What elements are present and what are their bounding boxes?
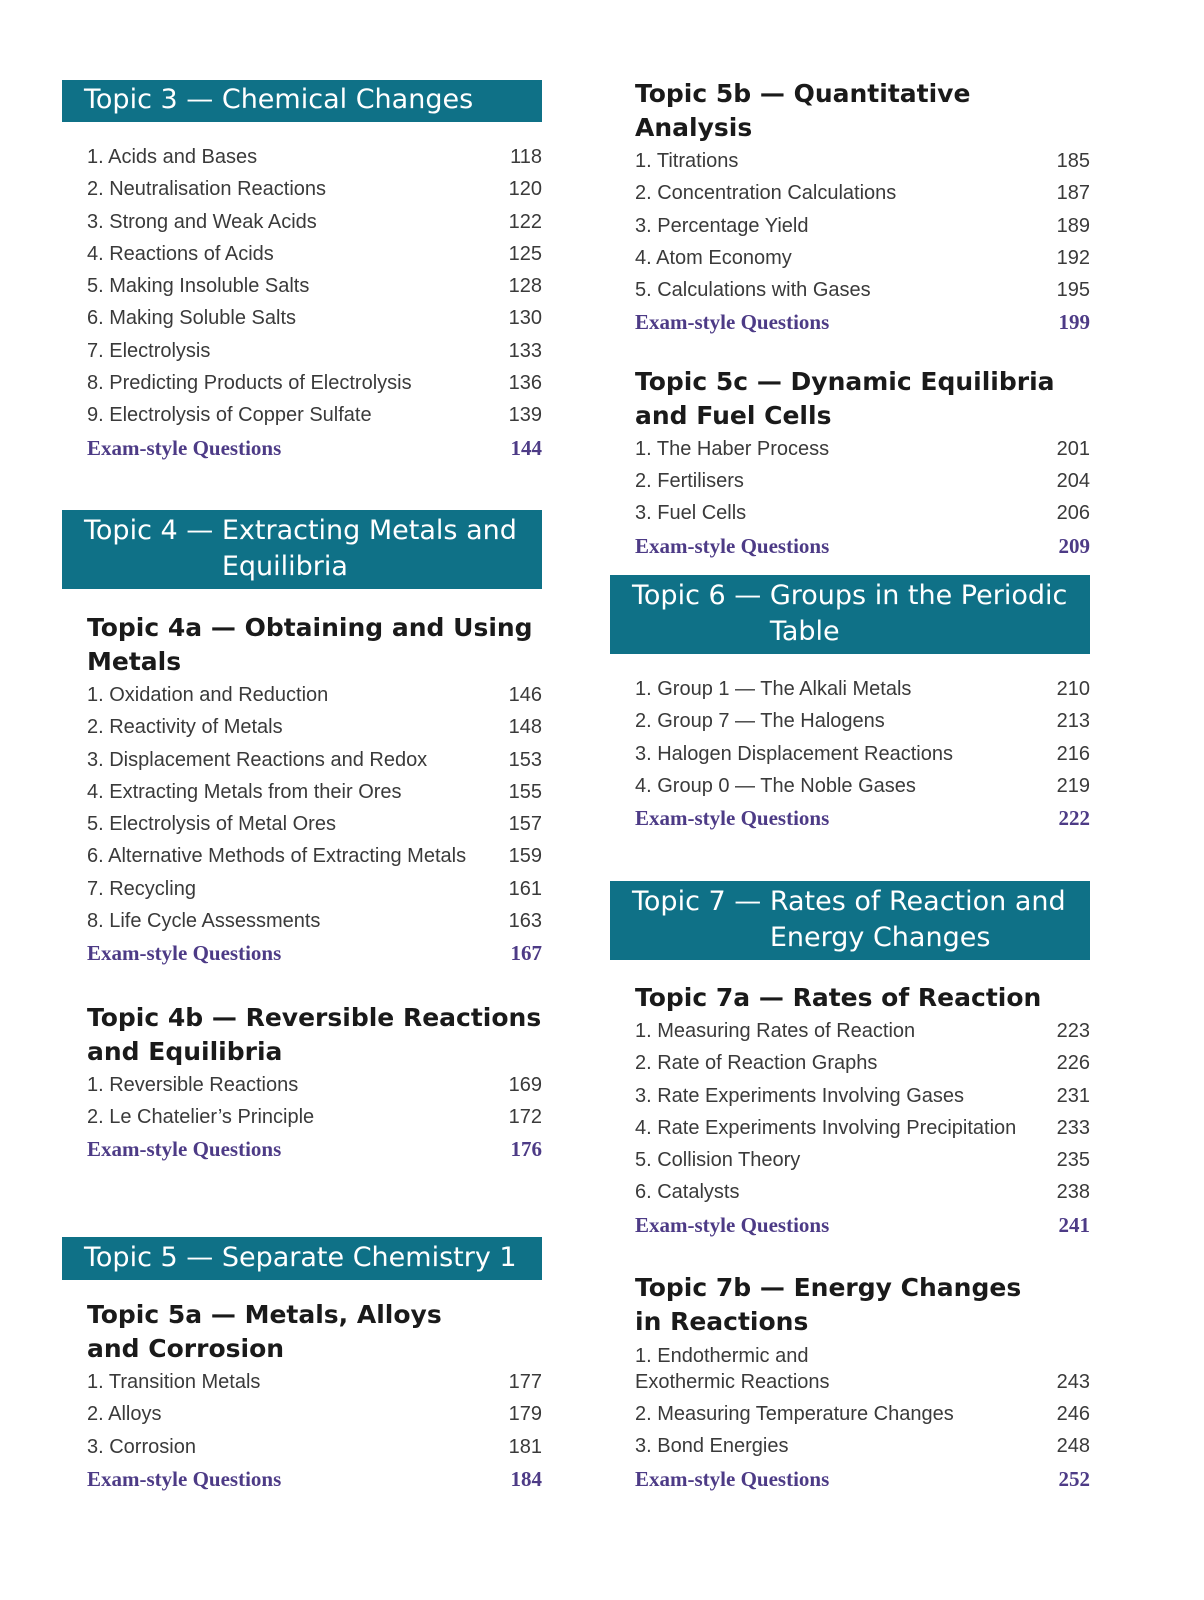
toc-row[interactable]: [635, 705, 1090, 737]
topic7a-list: [610, 1015, 1090, 1241]
toc-page: 210: [1056, 678, 1090, 700]
toc-label: 1. Group 1 — The Alkali Metals: [635, 678, 912, 700]
topic6-banner-num: Topic 6 —: [632, 580, 770, 611]
toc-row[interactable]: [87, 302, 542, 334]
toc-row[interactable]: [87, 1069, 542, 1101]
toc-page: 128: [508, 275, 542, 298]
exam-page: 176: [510, 1137, 542, 1162]
exam-questions-row[interactable]: [87, 937, 542, 969]
toc-row[interactable]: [635, 465, 1090, 497]
toc-label: 1. Titrations: [635, 150, 739, 172]
toc-row[interactable]: [87, 1366, 542, 1398]
topic6-banner: [610, 575, 1090, 654]
toc-label: 6. Catalysts: [635, 1181, 740, 1204]
exam-page: 167: [510, 941, 542, 966]
toc-row[interactable]: [635, 1015, 1090, 1047]
topic3-banner-num: Topic 3 —: [84, 84, 222, 115]
toc-row[interactable]: [635, 1176, 1090, 1208]
toc-page: 219: [1056, 774, 1090, 797]
topic4-banner-title: Extracting Metals and Equilibria: [221, 515, 517, 582]
toc-label: 7. Recycling: [87, 877, 196, 900]
topic7b-heading-line2: in Reactions: [635, 1307, 809, 1337]
toc-page: 159: [508, 845, 542, 868]
toc-label: 5. Making Insoluble Salts: [87, 275, 310, 298]
exam-label: Exam-style Questions: [87, 435, 282, 460]
topic6-banner-title: Groups in the Periodic Table: [769, 580, 1068, 647]
toc-page: 155: [508, 780, 542, 803]
toc-label: 3. Displacement Reactions and Redox: [87, 748, 428, 771]
topic3-banner: [62, 80, 542, 122]
topic4b-heading: Topic 4b — Reversible Reactions and Equilibria: [87, 1002, 542, 1066]
topic5-banner-title: Separate Chemistry 1: [221, 1242, 517, 1273]
toc-page: 153: [508, 748, 542, 771]
topic7b-list: [610, 1339, 1090, 1495]
toc-row[interactable]: [635, 274, 1090, 306]
toc-page: 231: [1056, 1084, 1090, 1107]
toc-row[interactable]: [635, 1398, 1090, 1430]
exam-label: Exam-style Questions: [635, 1212, 830, 1237]
toc-label: 2. Measuring Temperature Changes: [635, 1403, 954, 1426]
toc-page: 120: [508, 178, 542, 201]
toc-row[interactable]: [635, 210, 1090, 242]
toc-label: 2. Alloys: [87, 1403, 162, 1426]
topic4a-list: [62, 679, 542, 970]
topic5-banner: [62, 1237, 542, 1280]
topic3-section: [62, 80, 542, 464]
exam-page: 241: [1058, 1212, 1090, 1237]
toc-label: 1. Measuring Rates of Reaction: [635, 1020, 916, 1042]
toc-label: 8. Predicting Products of Electrolysis: [87, 372, 412, 395]
toc-page: 243: [1056, 1371, 1090, 1394]
toc-row[interactable]: [87, 744, 542, 776]
toc-row[interactable]: [87, 238, 542, 270]
toc-page: 248: [1056, 1435, 1090, 1458]
exam-questions-row[interactable]: [635, 530, 1090, 562]
toc-row[interactable]: [87, 905, 542, 937]
toc-label: 2. Concentration Calculations: [635, 182, 897, 205]
toc-row[interactable]: [87, 1398, 542, 1430]
topic5a-heading-line1: Topic 5a — Metals, Alloys: [87, 1300, 442, 1329]
toc-row[interactable]: [87, 335, 542, 367]
toc-row[interactable]: [87, 679, 542, 711]
toc-page: 201: [1056, 437, 1090, 460]
toc-row[interactable]: [87, 173, 542, 205]
toc-label: 1. Reversible Reactions: [87, 1073, 299, 1096]
toc-page: 235: [1056, 1149, 1090, 1172]
exam-label: Exam-style Questions: [87, 1137, 282, 1162]
toc-row[interactable]: [635, 1430, 1090, 1462]
topic4b-list: [62, 1069, 542, 1166]
toc-page: 204: [1056, 470, 1090, 493]
toc-row[interactable]: [87, 270, 542, 302]
toc-row[interactable]: [87, 776, 542, 808]
toc-label: 3. Strong and Weak Acids: [87, 210, 317, 233]
topic5-banner-num: Topic 5 —: [84, 1242, 222, 1273]
toc-page: 169: [508, 1073, 542, 1096]
toc-label: 5. Calculations with Gases: [635, 279, 871, 302]
toc-page: 130: [508, 307, 542, 330]
toc-label: 3. Bond Energies: [635, 1435, 789, 1458]
exam-page: 199: [1058, 310, 1090, 335]
exam-page: 144: [510, 435, 542, 460]
toc-label: 4. Rate Experiments Involving Precipitation: [635, 1116, 1017, 1139]
toc-page: 161: [508, 877, 542, 900]
toc-label: 1. The Haber Process: [635, 437, 830, 460]
toc-label: 2. Rate of Reaction Graphs: [635, 1052, 878, 1075]
toc-page: 133: [508, 339, 542, 362]
toc-row[interactable]: [87, 399, 542, 431]
topic6-list: [610, 673, 1090, 834]
exam-label: Exam-style Questions: [87, 941, 282, 966]
topic5b-section: [610, 77, 1090, 562]
toc-label: 3. Fuel Cells: [635, 502, 747, 525]
toc-page: 157: [508, 813, 542, 836]
toc-page: 216: [1056, 742, 1090, 765]
toc-label: 4. Extracting Metals from their Ores: [87, 780, 402, 803]
toc-page: 122: [508, 210, 542, 233]
topic5b-list: [610, 145, 1090, 339]
toc-page: 189: [1056, 214, 1090, 237]
toc-row[interactable]: [87, 141, 542, 173]
toc-label: 1. Transition Metals: [87, 1371, 261, 1393]
topic4a-heading: Topic 4a — Obtaining and Using Metals: [87, 613, 533, 676]
topic5c-list: [610, 433, 1090, 562]
exam-questions-row[interactable]: [635, 1209, 1090, 1241]
toc-label: 4. Reactions of Acids: [87, 242, 274, 265]
exam-page: 184: [510, 1466, 542, 1491]
topic4-section: [62, 510, 542, 1166]
exam-label: Exam-style Questions: [87, 1466, 282, 1491]
topic4-banner: [62, 510, 542, 589]
toc-row[interactable]: [635, 1047, 1090, 1079]
exam-questions-row[interactable]: [87, 432, 542, 464]
toc-label: 2. Group 7 — The Halogens: [635, 710, 885, 733]
topic7b-heading-line1: Topic 7b — Energy Changes: [635, 1273, 1022, 1303]
toc-row[interactable]: [87, 1431, 542, 1463]
toc-page: 192: [1056, 246, 1090, 269]
exam-label: Exam-style Questions: [635, 533, 830, 558]
topic4-banner-num: Topic 4 —: [84, 515, 222, 546]
exam-label: Exam-style Questions: [635, 806, 830, 831]
toc-page: 206: [1056, 502, 1090, 525]
toc-page: 177: [508, 1371, 542, 1393]
exam-page: 209: [1058, 533, 1090, 558]
toc-label: 3. Halogen Displacement Reactions: [635, 742, 953, 765]
toc-label: 9. Electrolysis of Copper Sulfate: [87, 404, 372, 427]
topic7-banner: [610, 881, 1090, 960]
toc-page: 195: [1056, 279, 1090, 302]
exam-label: Exam-style Questions: [635, 1466, 830, 1491]
topic5a-list: [62, 1366, 542, 1495]
toc-row[interactable]: [635, 1080, 1090, 1112]
toc-page: 125: [508, 242, 542, 265]
topic7b-heading: [610, 1271, 1090, 1339]
topic5c-heading: Topic 5c — Dynamic Equilibria and Fuel Cells: [635, 366, 1055, 430]
toc-label: 2. Le Chatelier’s Principle: [87, 1105, 315, 1128]
toc-label: 2. Fertilisers: [635, 470, 744, 493]
topic7a-heading: Topic 7a — Rates of Reaction: [635, 983, 1042, 1012]
topic7-banner-title: Rates of Reaction and Energy Changes: [769, 886, 1066, 953]
toc-row[interactable]: [635, 738, 1090, 770]
toc-label: 6. Alternative Methods of Extracting Metals: [87, 845, 467, 868]
toc-label: 7. Electrolysis: [87, 339, 211, 362]
toc-page: 226: [1056, 1052, 1090, 1075]
toc-page: 223: [1056, 1020, 1090, 1042]
toc-label: 5. Collision Theory: [635, 1149, 801, 1172]
toc-row[interactable]: [635, 433, 1090, 465]
topic6-section: [610, 575, 1090, 834]
toc-page: 148: [508, 716, 542, 739]
toc-page: 181: [508, 1435, 542, 1458]
toc-page: 139: [508, 404, 542, 427]
exam-questions-row[interactable]: [635, 802, 1090, 834]
toc-page: 163: [508, 910, 542, 933]
toc-row[interactable]: [635, 1144, 1090, 1176]
exam-questions-row[interactable]: [87, 1133, 542, 1165]
toc-row[interactable]: [635, 145, 1090, 177]
toc-label: 2. Reactivity of Metals: [87, 716, 283, 739]
topic5a-heading: [62, 1298, 542, 1366]
exam-questions-row[interactable]: [87, 1463, 542, 1495]
toc-row[interactable]: [635, 497, 1090, 529]
toc-row[interactable]: [635, 242, 1090, 274]
toc-row[interactable]: [635, 770, 1090, 802]
toc-page: 238: [1056, 1181, 1090, 1204]
topic5b-heading: Topic 5b — Quantitative Analysis: [635, 79, 971, 142]
toc-row[interactable]: [87, 873, 542, 905]
toc-label: 3. Corrosion: [87, 1435, 196, 1458]
exam-questions-row[interactable]: [635, 1463, 1090, 1495]
toc-page: 136: [508, 372, 542, 395]
toc-page: 213: [1056, 710, 1090, 733]
exam-page: 222: [1058, 806, 1090, 831]
exam-page: 252: [1058, 1466, 1090, 1491]
toc-page: 146: [508, 684, 542, 706]
topic7-banner-num: Topic 7 —: [632, 886, 770, 917]
toc-row[interactable]: [87, 206, 542, 238]
topic5a-heading-line2: and Corrosion: [87, 1334, 285, 1363]
toc-page: 172: [508, 1105, 542, 1128]
toc-row[interactable]: [87, 711, 542, 743]
toc-label: 3. Rate Experiments Involving Gases: [635, 1084, 965, 1107]
toc-page: 246: [1056, 1403, 1090, 1426]
toc-page: 179: [508, 1403, 542, 1426]
toc-label: 1. Endothermic and Exothermic Reactions: [635, 1345, 830, 1394]
toc-label: 8. Life Cycle Assessments: [87, 910, 321, 933]
exam-questions-row[interactable]: [635, 306, 1090, 338]
toc-label: 3. Percentage Yield: [635, 214, 809, 237]
toc-row[interactable]: [87, 808, 542, 840]
toc-label: 4. Atom Economy: [635, 246, 792, 269]
toc-row[interactable]: [635, 673, 1090, 705]
toc-row[interactable]: [87, 367, 542, 399]
topic3-list: [62, 141, 542, 464]
toc-page: 187: [1056, 182, 1090, 205]
toc-row[interactable]: [635, 1112, 1090, 1144]
topic3-banner-title: Chemical Changes: [221, 84, 474, 115]
toc-row[interactable]: [87, 1101, 542, 1133]
toc-label: 5. Electrolysis of Metal Ores: [87, 813, 336, 836]
toc-label: 4. Group 0 — The Noble Gases: [635, 774, 916, 797]
toc-page: 233: [1056, 1116, 1090, 1139]
toc-page: 185: [1056, 150, 1090, 172]
toc-label: 1. Acids and Bases: [87, 146, 258, 168]
toc-label: 1. Oxidation and Reduction: [87, 684, 329, 706]
toc-label: 6. Making Soluble Salts: [87, 307, 297, 330]
toc-row[interactable]: [635, 177, 1090, 209]
toc-label: 2. Neutralisation Reactions: [87, 178, 327, 201]
toc-row[interactable]: [635, 1339, 1090, 1398]
exam-label: Exam-style Questions: [635, 310, 830, 335]
toc-page: 118: [510, 146, 542, 168]
toc-row[interactable]: [87, 840, 542, 872]
topic7-section: [610, 881, 1090, 1495]
topic5-section: [62, 1237, 542, 1495]
